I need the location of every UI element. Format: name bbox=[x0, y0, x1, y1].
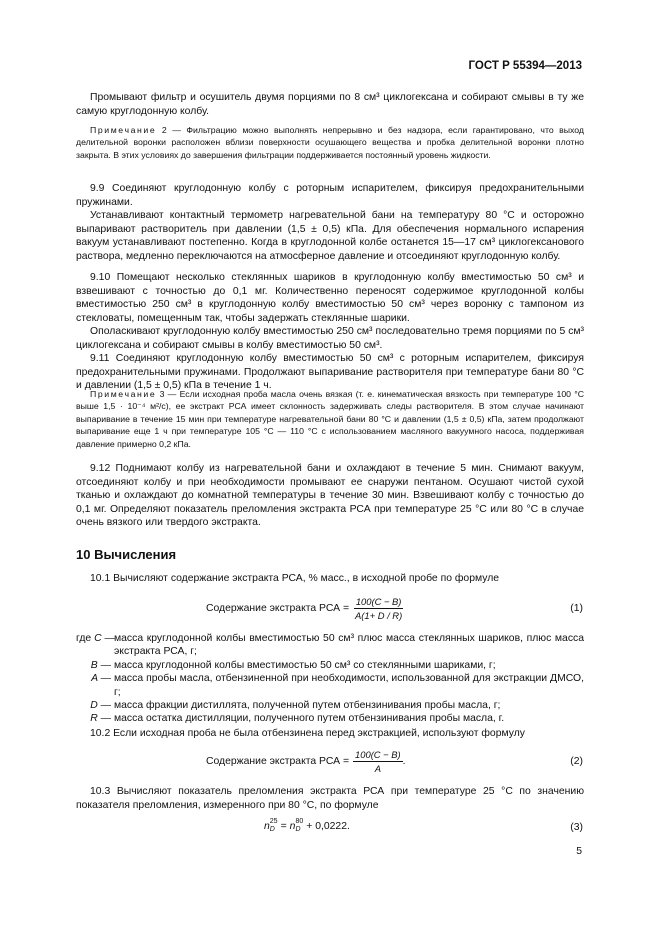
formula-2 bbox=[206, 749, 406, 774]
subscript: D bbox=[269, 826, 275, 833]
paragraph-10-3: 10.3 Вычисляют показатель преломления экстракта РСА при температуре 25 °С по значению показателя преломления, измеренного при 80 °С, по формуле bbox=[76, 786, 584, 811]
definition-symbol: D — bbox=[90, 700, 111, 712]
paragraph-9-10-rinse: Ополаскивают круглодонную колбу вместимостью 250 см³ последовательно тремя порциями по 5 см³ циклогексана и собирают смывы в колбу вместимостью 50 см³. bbox=[76, 326, 584, 351]
numerator: 100(C − B) bbox=[355, 596, 402, 607]
refractive-index-symbol: n bbox=[264, 820, 270, 832]
definition-text: масса круглодонной колбы вместимостью 50 см³ плюс масса стеклянных шариков, плюс масса экстракта РСА, г; bbox=[114, 633, 584, 658]
paragraph-9-11: 9.11 Соединяют круглодонную колбу вместимостью 50 см³ с роторным испарителем, фиксируя предохранительными пружинами. Продолжают выпаривание растворителя при температуре бани 80 °С и давлении (1,5 ± 0,5) кПа в течение 1 ч. bbox=[76, 353, 584, 392]
formula-3 bbox=[264, 818, 350, 834]
fraction bbox=[353, 596, 404, 621]
definition-row bbox=[76, 659, 584, 672]
paragraph-9-10: 9.10 Помещают несколько стеклянных шариков в круглодонную колбу вместимостью 50 см³ и взвешивают с точностью до 0,1 мг. Количественно переносят содержимое круглодонной колбы вместимостью 250 см³ в круглодонную колбу вместимостью 50 см³ через воронку с тампоном из стекловаты, помещенным так, чтобы задержать стеклянные шарики. bbox=[76, 272, 584, 324]
superscript: 80 bbox=[295, 818, 304, 825]
definition-text: масса пробы масла, отбензиненной при необходимости, использованной для экстракции ДМСО, г; bbox=[114, 673, 584, 698]
subscript: D bbox=[295, 826, 301, 833]
denominator: A bbox=[374, 763, 381, 774]
definition-row bbox=[76, 712, 584, 725]
paragraph-9-12: 9.12 Поднимают колбу из нагревательной бани и охлаждают в течение 5 мин. Снимают вакуум, отсоединяют колбу и при необходимости промывают ее снаружи пентаном. Осушают чистой сухой тканью и охлаждают до комнатной температуры в течение 30 мин. Взвешивают колбу с точностью до 0,1 мг. Определяют показатель преломления экстракта РСА при температуре 25 °С или 80 °С в случае очень вязкого или твердого экстракта. bbox=[76, 463, 584, 529]
section-heading: 10 Вычисления bbox=[76, 547, 177, 562]
definition-row bbox=[76, 632, 584, 659]
numerator: 100(C − B) bbox=[355, 749, 401, 760]
formula-lhs: Содержание экстракта РСА = bbox=[206, 756, 350, 767]
formula-tail: + 0,0222. bbox=[306, 820, 350, 832]
definition-row bbox=[76, 672, 584, 699]
paragraph-10-2: 10.2 Если исходная проба не была отбензинена перед экстракцией, используют формулу bbox=[90, 728, 525, 739]
standard-header: ГОСТ Р 55394—2013 bbox=[468, 60, 582, 72]
definition-text: масса круглодонной колбы вместимостью 50 см³ со стеклянными шариками, г; bbox=[114, 659, 496, 671]
paragraph-9-9-evaporation: Устанавливают контактный термометр нагревательной бани на температуру 80 °С и осторожно выпаривают растворитель при давлении (1,5 ± 0,5) кПа. Для обеспечения нормального испарения вакуум устанавливают постепенно. Когда в круглодонной колбе останется 15—17 см³ циклогексанового раствора, медленно переключаются на атмосферное давление и отсоединяют круглодонную колбу. bbox=[76, 210, 584, 262]
denominator: A(1+ D / R) bbox=[355, 610, 403, 621]
fraction bbox=[353, 749, 403, 774]
definition-row bbox=[76, 699, 584, 712]
paragraph-10-1: 10.1 Вычисляют содержание экстракта РСА, % масс., в исходной пробе по формуле bbox=[90, 573, 500, 584]
equation-number: (2) bbox=[570, 756, 583, 767]
note-2 bbox=[76, 124, 584, 161]
formula-lhs: Содержание экстракта РСА = bbox=[206, 603, 350, 614]
note-label: Примечание bbox=[90, 389, 157, 399]
definition-symbol: R — bbox=[90, 713, 111, 725]
note-3 bbox=[76, 388, 584, 450]
variable-definitions bbox=[76, 632, 584, 726]
equation-number: (1) bbox=[570, 603, 583, 614]
page-number: 5 bbox=[576, 846, 582, 857]
equation-number: (3) bbox=[570, 822, 583, 833]
definition-symbol: B — bbox=[90, 659, 111, 671]
note-label: Примечание bbox=[90, 125, 157, 135]
formula-1 bbox=[206, 596, 404, 621]
paragraph-9-9: 9.9 Соединяют круглодонную колбу с роторным испарителем, фиксируя предохранительными пружинами. bbox=[76, 183, 584, 208]
note-text: 3 — Если исходная проба масла очень вязкая (т. е. кинематическая вязкость при температуре 100 °С выше 1,5 · 10⁻⁴ м²/с), ее экстракт РСА имеет склонность задерживать следы растворителя. В этом случае начинают выпаривание в течение 15 мин при температуре нагревательной бани 80 °С и давлении (1,5 ± 0,5) кПа, затем продолжают выпаривание еще 1 ч при температуре 105 °С — 110 °С с использованием масляного вакуумного насоса, поддерживая давление примерно 0,2 кПа. bbox=[76, 389, 584, 449]
where-label: где C — bbox=[76, 633, 115, 644]
equals: = bbox=[280, 820, 287, 832]
paragraph-filter-wash: Промывают фильтр и осушитель двумя порциями по 8 см³ циклогексана и собирают смывы в ту же самую круглодонную колбу. bbox=[76, 92, 584, 117]
note-text: 2 — Фильтрацию можно выполнять непрерывно и без надзора, если гарантировано, что выход делительной воронки расположен вблизи поверхности осушающего вещества и пробка делительной воронки плотно закрыта. В этих условиях до завершения фильтрации поддерживается постоянный уровень жидкости. bbox=[76, 125, 584, 160]
superscript: 25 bbox=[269, 818, 278, 825]
refractive-index-symbol: n bbox=[289, 820, 296, 832]
definition-text: масса остатка дистилляции, полученного путем отбензинивания пробы масла, г. bbox=[114, 713, 505, 725]
definition-text: масса фракции дистиллята, полученной путем отбензинивания пробы масла, г; bbox=[114, 700, 501, 712]
formula-tail: . bbox=[402, 756, 406, 767]
definition-symbol: A — bbox=[91, 673, 111, 685]
